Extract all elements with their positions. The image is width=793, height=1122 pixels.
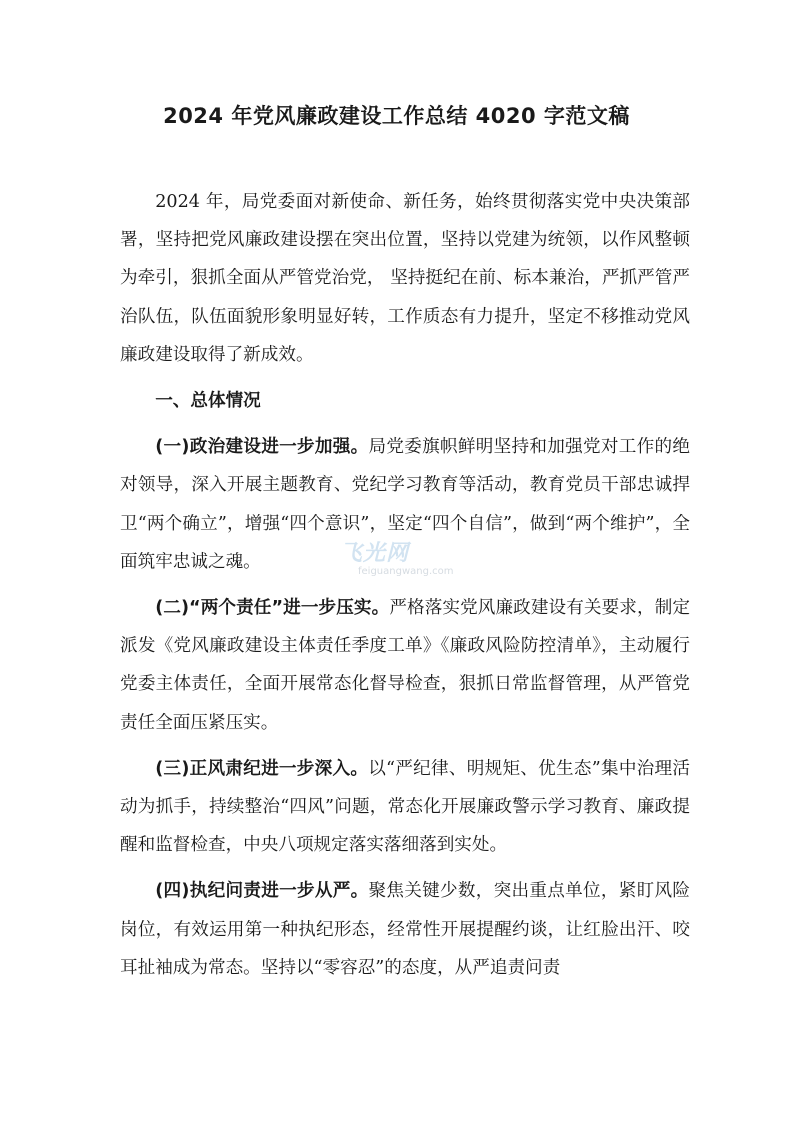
- section-heading: 一、总体情况: [155, 391, 261, 412]
- document-title: 2024 年党风廉政建设工作总结 4020 字范文稿: [163, 104, 630, 128]
- paragraph-text: 严格落实党风廉政建设有关要求，制定派发《党风廉政建设主体责任季度工单》《廉政风险防控清单》，主动履行党委主体责任，全面开展常态化督导检查，狠抓日常监督管理，从严管党责任全面压紧压实。: [120, 598, 690, 733]
- paragraph-text: 以“严纪律、明规矩、优生态”集中治理活动为抓手，持续整治“四风”问题，常态化开展廉政警示学习教育、廉政提醒和监督检查，中央八项规定落实落细落到实处。: [120, 758, 690, 856]
- paragraph-two-responsibilities: [120, 589, 690, 742]
- paragraph-accountability: [120, 872, 690, 987]
- paragraph-lead: (三)正风肃纪进一步深入。: [155, 758, 369, 779]
- paragraph-lead: (四)执纪问责进一步从严。: [155, 881, 369, 902]
- paragraph-discipline: [120, 750, 690, 865]
- document-body: [120, 183, 690, 995]
- paragraph-text: 局党委旗帜鲜明坚持和加强党对工作的绝对领导，深入开展主题教育、党纪学习教育等活动，教育党员干部忠诚捍卫“两个确立”，增强“四个意识”，坚定“四个自信”，做到“两个维护”，全面筑牢忠诚之魂。: [120, 437, 690, 572]
- watermark-text: 飞光网: [340, 541, 410, 566]
- watermark-url: feiguangwang.com: [358, 566, 454, 577]
- paragraph-text: 聚焦关键少数，突出重点单位，紧盯风险岗位，有效运用第一种执纪形态，经常性开展提醒约谈，让红脸出汗、咬耳扯袖成为常态。坚持以“零容忍”的态度，从严追责问责: [120, 881, 690, 978]
- intro-paragraph: 2024 年，局党委面对新使命、新任务，始终贯彻落实党中央决策部署，坚持把党风廉政建设摆在突出位置，坚持以党建为统领，以作风整顿为牵引，狠抓全面从严管党治党， 坚持挺纪在前、标本兼治，严抓严管严治队伍，队伍面貌形象明显好转，工作质态有力提升，坚定不移推动党风廉政建设取得了新成效。: [120, 192, 690, 365]
- paragraph-lead: (二)“两个责任”进一步压实。: [155, 598, 390, 619]
- paragraph-political-building: [120, 428, 690, 581]
- paragraph-lead: (一)政治建设进一步加强。: [155, 437, 369, 458]
